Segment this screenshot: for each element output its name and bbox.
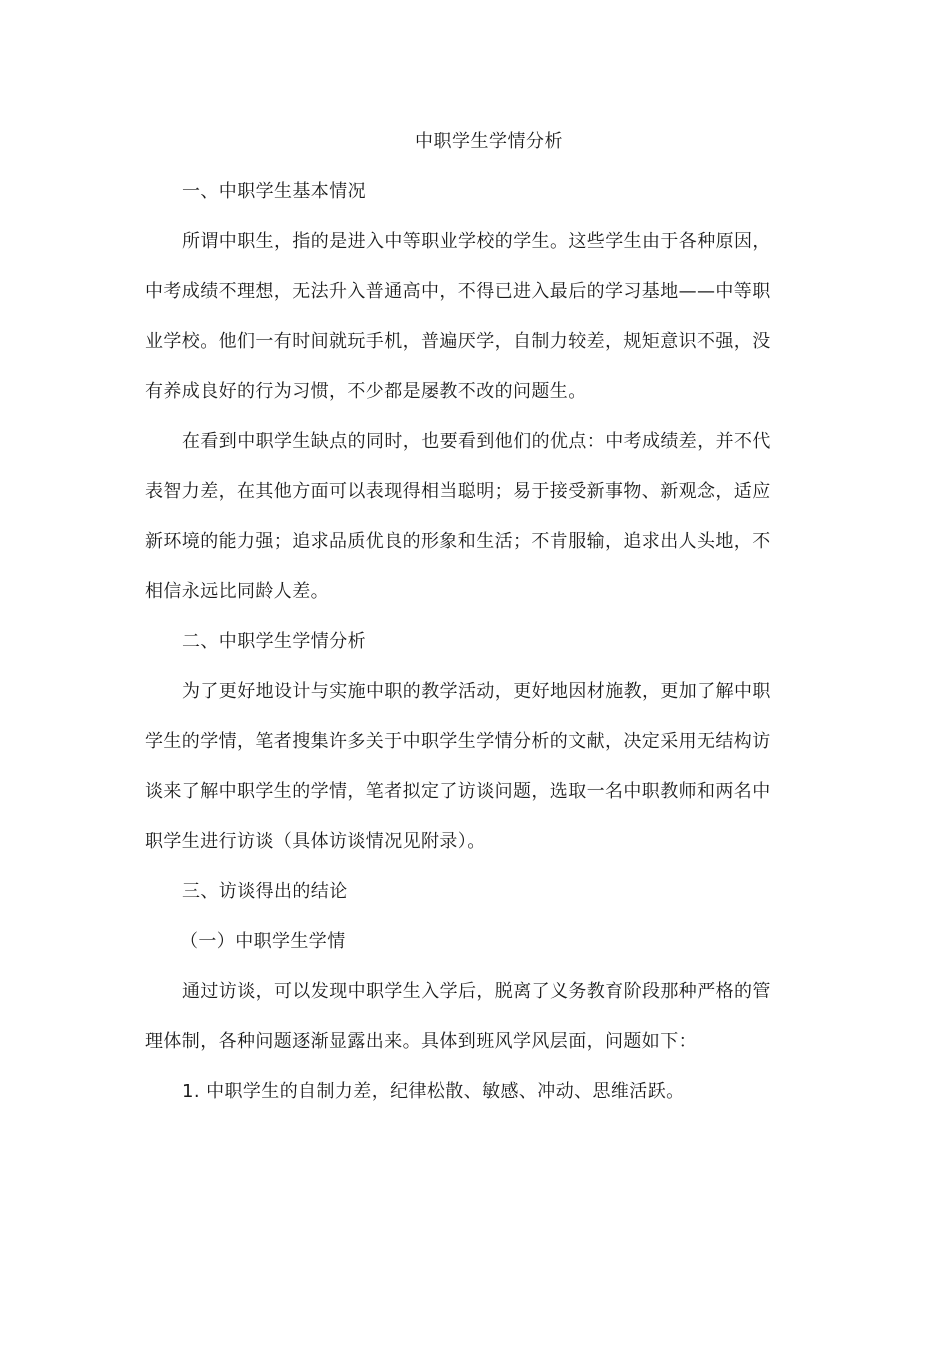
paragraph-line: 在看到中职学生缺点的同时，也要看到他们的优点：中考成绩差，并不代 xyxy=(182,431,771,452)
paragraph-line: 所谓中职生，指的是进入中等职业学校的学生。这些学生由于各种原因， xyxy=(182,231,771,252)
paragraph-line: 表智力差，在其他方面可以表现得相当聪明；易于接受新事物、新观念，适应 xyxy=(145,481,771,502)
subsection-heading: （一）中职学生学情 xyxy=(180,931,346,952)
list-item: 1. 中职学生的自制力差，纪律松散、敏感、冲动、思维活跃。 xyxy=(182,1081,685,1102)
paragraph-line: 理体制，各种问题逐渐显露出来。具体到班风学风层面，问题如下： xyxy=(145,1031,697,1052)
paragraph-line: 中考成绩不理想，无法升入普通高中，不得已进入最后的学习基地——中等职 xyxy=(145,281,771,302)
section-heading-1: 一、中职学生基本情况 xyxy=(182,181,366,202)
section-heading-2: 二、中职学生学情分析 xyxy=(182,631,366,652)
paragraph-line: 相信永远比同龄人差。 xyxy=(145,581,329,602)
paragraph-line: 为了更好地设计与实施中职的教学活动，更好地因材施教，更加了解中职 xyxy=(182,681,771,702)
paragraph-line: 谈来了解中职学生的学情，笔者拟定了访谈问题，选取一名中职教师和两名中 xyxy=(145,781,771,802)
paragraph-line: 有养成良好的行为习惯，不少都是屡教不改的问题生。 xyxy=(145,381,587,402)
paragraph-line: 通过访谈，可以发现中职学生入学后，脱离了义务教育阶段那种严格的管 xyxy=(182,981,771,1002)
paragraph-line: 新环境的能力强；追求品质优良的形象和生活；不肯服输，追求出人头地，不 xyxy=(145,531,771,552)
paragraph-line: 业学校。他们一有时间就玩手机，普遍厌学，自制力较差，规矩意识不强，没 xyxy=(145,331,771,352)
document-title: 中职学生学情分析 xyxy=(415,131,563,152)
paragraph-line: 职学生进行访谈（具体访谈情况见附录）。 xyxy=(145,831,486,852)
paragraph-line: 学生的学情，笔者搜集许多关于中职学生学情分析的文献，决定采用无结构访 xyxy=(145,731,771,752)
section-heading-3: 三、访谈得出的结论 xyxy=(182,881,348,902)
